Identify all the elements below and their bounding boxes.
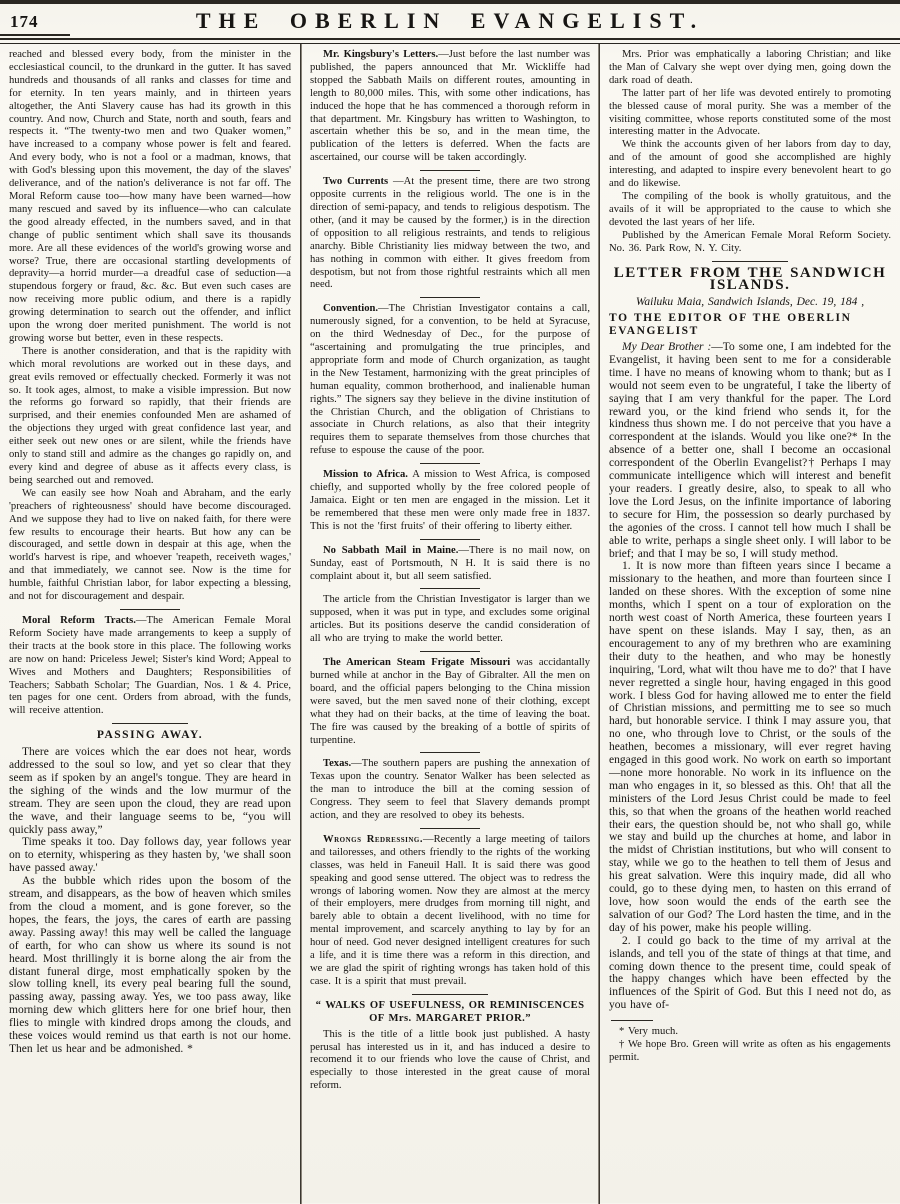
column-middle — [300, 44, 600, 1204]
article-divider — [420, 588, 480, 589]
article-lead: Wrongs Redressing. — [323, 833, 423, 845]
article-text: —Recently a large meeting of tailors and tailoresses, and others friendly to the rights of the working classes, was held in Faneuil Hall. It is said there was good speaking and good sense uttered. The object was to redress the wrongs of laboring women. Now they are almost at the mercy of their employers, mere drudges from morning till night, and barely able to obtain a decent livelihood, with no time for mental improvement, and scarcely anything to lay by for an hour of need. God never designed intelligent creatures for such a life, and it is time there was a reform in this direction, and we are glad the spirit of righting wrongs has taken hold of this case. It is a spirit that must prevail. — [310, 833, 590, 987]
article-text: —The Christian Investigator contains a call, numerously signed, for a convention, to be held at Syracuse, on the third Wednesday of Dec., for the purpose of “ascertaining and promulgating the true principles, and appropriate form and mode of Church organization, as taught in the New Testament, harmonizing with the great principles of human equality, common brotherhood, and inalienable human rights.” The signers say they believe in the divine institution of the Christian Church, and the obligation of Christians to associate in Church relations, as also that their integrity requires them to separate themselves from those churches that refuse to espouse the cause of the poor. — [310, 303, 590, 457]
paragraph: This is the title of a little book just published. A hasty perusal has interested us in it, and has induced a desire to recomend it to our friends who love the cause of Christ, and especially to those interested in the great cause of moral reform. — [310, 1028, 590, 1092]
column-right — [600, 44, 900, 1204]
paragraph — [310, 834, 590, 989]
paragraph: Time speaks it too. Day follows day, year follows year on to eternity, whispering as they hasten by, 'we shall soon have passed away.' — [9, 836, 291, 875]
page-number-rule — [0, 34, 70, 36]
paragraph: 2. I could go back to the time of my arrival at the islands, and tell you of the state of things at that time, and coming down thence to the present time, could speak of the happy changes which have been effected by the influences of the Spirit of God. But this I need not do, as you have of- — [609, 934, 891, 1012]
article-wrongs-redressing — [310, 834, 590, 989]
article-lead: Mr. Kingsbury's Letters. — [323, 49, 439, 60]
article-divider — [420, 752, 480, 753]
article-text: —Just before the last number was published, the papers announced that Mr. Wickliffe had stopped the Sabbath Mails on different routes, amounting in length to 80,000 miles. This, with some other indications, has induced the hope that he has commenced a thorough reform in that department. Mr. Kingsbury has written to Washington, to ascertain whether this be so, and in the mean time, the publication of the letters is deferred. When the facts are ascertained, our course will be taken accordingly. — [310, 49, 590, 164]
article-continuation — [9, 49, 291, 604]
page-number: 174 — [10, 12, 39, 31]
article-lead: Texas. — [323, 758, 352, 770]
article-mission-to-africa — [310, 469, 590, 534]
paragraph: As the bubble which rides upon the bosom of the stream, and disappears, as the bow of heaven which smiles from the cloud a moment, and is gone forever, so the hopes, the fears, the joys, the cares of earth are passing away. Passing away! this may well be called the language of earth, for who can show us where its sound is not heard. Most thrillingly it is borne along the air from the distant funeral dirge, most emphatically spoken by the slow tolling knell, its every peal bearing full the sound, passing away, passing away. Yes, we too pass away, like morning dew which glitters here for one brief hour, then flies to mingle with kindred drops among the clouds, and these voices would remind us that earth is not our home. Then let us hear and be admonished. * — [9, 875, 291, 1055]
footnote: * Very much. — [619, 1026, 678, 1038]
article-text: —To some one, I am indebted for the Evangelist, it having been sent to me for a considerable time. I have no means of knowing whom to thank; but as I would not seem even to be ungrateful, I take the liberty of saying that I am very thankful for the paper. The Lord reward you, or the kind friend who sends it, for the kindness thus shown me. I do not perceive that you have a correspondent at the islands. Would you like one?* In the absence of a better one, shall I become an occasional correspondent of the Oberlin Evangelist?† Perhaps I may communicate intelligence which will interest and benefit your readers. I greatly desire, also, to speak to all who love the Lord Jesus, on the infinite importance of laboring to secure for Him, the possession so dearly purchased by the agonies of the cross. I cannot tell how much I shall be able to write, perhaps a single sheet only. I will labor to be brief; and that I may be so, I will study method. — [609, 341, 891, 560]
article-passing-away — [9, 729, 291, 1056]
article-lead: The American Steam Frigate Missouri — [323, 657, 511, 669]
article-divider — [420, 297, 480, 298]
article-text: A mission to West Africa, is composed chiefly, and supported wholly by the free colored people of Jamaica. Eight or ten men are engaged in the mission. Let it be remembered that these men were only made free in 1837. This is not the 'first fruits' of their offering to liberty either. — [310, 469, 590, 532]
article-mrs-prior-continuation — [609, 49, 891, 256]
article-headline: LETTER FROM THE SANDWICH ISLANDS. — [613, 264, 887, 294]
paragraph — [310, 758, 590, 823]
paragraph — [310, 49, 590, 165]
column-left — [0, 44, 300, 1204]
footnotes — [609, 1020, 891, 1064]
paragraph — [310, 303, 590, 458]
article-headline: PASSING AWAY. — [96, 729, 204, 742]
article-two-currents — [310, 176, 590, 292]
article-lead: Two Currents — [323, 176, 389, 188]
article-divider — [420, 463, 480, 464]
paragraph: reached and blessed every body, from the minister in the ecclesiastical council, to the drunkard in the gutter. It has saved hundreds and thousands of all ranks and classes for time and for eternity. In ten years mainly, and in thirteen years altogether, the Anti Slavery cause has had its growth in this country. And now, Church and State, north and south, fears and respects it. “The twenty-two men and two Quaker women,” have increased to a company whose power is felt and feared. And every body, who is not a fool or a madman, knows, that with God's blessing upon this movement, the day of the slaves' deliverance, and of the nation's deliverance is not far off. The Moral Reform cause too—how many have been warned—how many rescued and saved by its influence—who can calculate the good already effected, in the numbers saved, and in that change of public sentiment which shall save its thousands more. Are all these evidences of the world's growing worse and worse? True, there are occasional startling developments of depravity—a horrid murder—a dreadful case of seduction—a stupendous forgery or fraud, &c. &c. But even such cases are now receiving more public odium, and there is a rapidly growing determination to search out the offender, and inflict upon the wrong doer merited punishment. The world is not growing worse but better, even in these respects. — [9, 49, 291, 344]
article-divider — [712, 261, 788, 262]
article-divider — [420, 651, 480, 652]
column-layout — [0, 44, 900, 1204]
article-convention — [310, 303, 590, 458]
addressee-line: TO THE EDITOR OF THE OBERLIN EVANGELIST — [609, 312, 852, 338]
paragraph: There is another consideration, and that is the rapidity with which moral revolutions are worked out in these days, and great evils removed or effectually checked. Formerly it was not so. It took ages, almost, to make a visible impression. But now the reforms go forward so rapidly, that their friends are surprised, and their enemies confounded Men are ashamed of the objections they urged with great confidence last year, and either seek out new ones or are silent, while the friends have only to stand still and admire as the changes go rapidly on, and every kind and degree of abuse as it affects every class, is being searched out and removed. — [9, 345, 291, 486]
article-lead: No Sabbath Mail in Maine. — [323, 544, 459, 556]
paragraph: The compiling of the book is wholly gratuitous, and the avails of it will be appropriated to the cause to which she devoted the last years of her life. — [609, 190, 891, 228]
article-walks-of-usefulness — [310, 1000, 590, 1093]
paragraph: We can easily see how Noah and Abraham, and the early 'preachers of righteousness' should have become discouraged. And we suppose they had to live on naked faith, for there were few results to encourage their hearts. But how any can be discouraged, and settle down in despair at this age, when the world's harvest is ripe, and whoever 'reapeth, receiveth wages,' and that immediately, we cannot see. Now is the time for humble, faithful Christian labor, for labor expecting a blessing, and not for discouragement and despair. — [9, 487, 291, 603]
article-divider — [420, 170, 480, 171]
footnote-divider — [611, 1020, 653, 1021]
article-text: —At the present time, there are two strong opposite currents in the religious world. The one is in the direction of semi-papacy, and tends to religious despotism. The other, (and it may be caused by the former,) is in the direction of opposition to all religious restraints, and tends to religious anarchy. Bible Christianity lies midway between the two, and has nothing in common with either. It gives freedom from despotism, but not from those rightful restraints which all men need. — [310, 176, 590, 291]
article-lead: Mission to Africa. — [323, 469, 408, 481]
article-text: —There is no mail now, on Sunday, east of Portsmouth, N H. It is said there is no complaint about it, but all seem satisfied. — [310, 544, 590, 582]
article-text: —The American Female Moral Reform Society have made arrangements to keep a supply of their tracts at the book store in this place. The following works are now on hand: Priceless Jewel; Sister's kind Word; Appeal to Wives and Mothers and Daughters; Responsibilities of Teachers; Sabbath Scholar; The Guardian, Nos. 1 & 4. Price, ten pages for one cent. Orders from abroad, with the funds, will receive attention. — [9, 614, 291, 717]
article-kingsbury-letters — [310, 49, 590, 165]
paragraph: There are voices which the ear does not hear, words addressed to the soul so low, and yet so clear that they seem as if spoken by an angel's tongue. They are heard in the sighing of the winds and the low murmur of the stream. They are seen upon the cloud, they are read upon the wave, and their language seems to be, “you will quickly pass away,” — [9, 746, 291, 836]
paragraph: We think the accounts given of her labors from day to day, and of the amount of good she accomplished are highly interesting, and adapted to inspire every benevolent heart to go and do likewise. — [609, 139, 891, 190]
article-divider — [112, 723, 188, 724]
article-sandwich-islands-letter — [609, 264, 891, 1013]
article-divider — [412, 994, 488, 995]
article-text: —The southern papers are pushing the annexation of Texas upon the country. Senator Walker has been selected as the man to introduce the bill at the coming session of Congress. They seem to feel that Slavery demands prompt action, and they are resolved to obey its behests. — [310, 758, 590, 822]
article-lead: Moral Reform Tracts. — [22, 614, 136, 626]
article-steam-frigate-missouri — [310, 657, 590, 747]
paragraph — [310, 657, 590, 747]
salutation: My Dear Brother : — [622, 341, 712, 354]
paragraph: 1. It is now more than fifteen years since I became a missionary to the heathen, and more than fourteen since I landed on these shores. With the exception of some nine months, which I spent on a tour of exploration on the north west coast of North America, these fourteen years I have spent on these islands. May I say, then, as an encouragement to any of my brethren who are examining their duty to the heathen, and who may be honestly inquiring, 'Lord, what wilt thou have me to do?' that I have never regretted a single hour, having engaged in this good work. I bless God for having allowed me to enter the field of Christian missions, and permitting me to see so much hard, but honorable service. I think I may assure you, that no one, who through love to Christ, or the souls of the heathen, becomes a missionary, will ever regret having engaged in this good work. No work on earth so important—none more honorable. No work in its influence on the man who engages in it, so blessed as this. Oh! that all the ministers of the Lord Jesus Christ could be made to feel this, so that when the groans of the heathen world reached their ears, the question should be, not who shall go, while we stay and build up the churches at home, and labor in the midst of Christian institutions, but who will consent to stay, while we go to the heathen to tell them of Jesus and his great salvation. Were this inquiry made, did all who could, go to these dying men, to hasten on this errand of love, how soon would the ends of the earth see the salvation of our God? The Lord hasten the time, and in the day of his power, make his people willing. — [609, 560, 891, 934]
footnote: † We hope Bro. Green will write as often as his engagements permit. — [609, 1039, 891, 1064]
article-moral-reform-tracts — [9, 615, 291, 718]
article-divider — [420, 539, 480, 540]
paragraph: Mrs. Prior was emphatically a laboring Christian; and like the Man of Calvary she wept over dying men, going down the dark road of death. — [609, 49, 891, 86]
paragraph — [310, 545, 590, 584]
paragraph: The article from the Christian Investigator is larger than we supposed, when it was put in type, and excludes some original articles. But its positions deserve the candid consideration of all who are trying to make the world better. — [310, 594, 590, 645]
dateline: Wailuku Maia, Sandwich Islands, Dec. 19, 184 , — [635, 296, 865, 309]
paragraph: The latter part of her life was devoted entirely to promoting the blessed cause of moral purity. She was a member of the visiting committee, whose reports constituted some of the most interesting matter in the Advocate. — [609, 87, 891, 138]
paragraph — [310, 469, 590, 534]
paragraph — [609, 341, 891, 560]
article-no-sabbath-mail — [310, 545, 590, 584]
article-texas — [310, 758, 590, 823]
article-headline: “ WALKS OF USEFULNESS, OR REMINISCENCES OF Mrs. MARGARET PRIOR.” — [315, 999, 585, 1024]
paragraph — [310, 176, 590, 292]
masthead-header — [0, 0, 900, 38]
article-divider — [420, 828, 480, 829]
paragraph: Published by the American Female Moral Reform Society. No. 36. Park Row, N. Y. City. — [609, 229, 891, 254]
article-lead: Convention. — [323, 303, 379, 315]
paragraph — [9, 615, 291, 718]
article-divider — [120, 609, 180, 610]
article-investigator-note — [310, 594, 590, 646]
article-text: was accidantally burned while at anchor in the Bay of Gibralter. All the men on board, and the official papers belonging to the China mission were saved, but the men saved none of their clothing, except what they had on their backs, at the time of leaving the boat. The fire was caused by the breaking of a bottle of spirits of turpentine. — [310, 657, 590, 746]
masthead-title: THE OBERLIN EVANGELIST. — [195, 8, 705, 33]
